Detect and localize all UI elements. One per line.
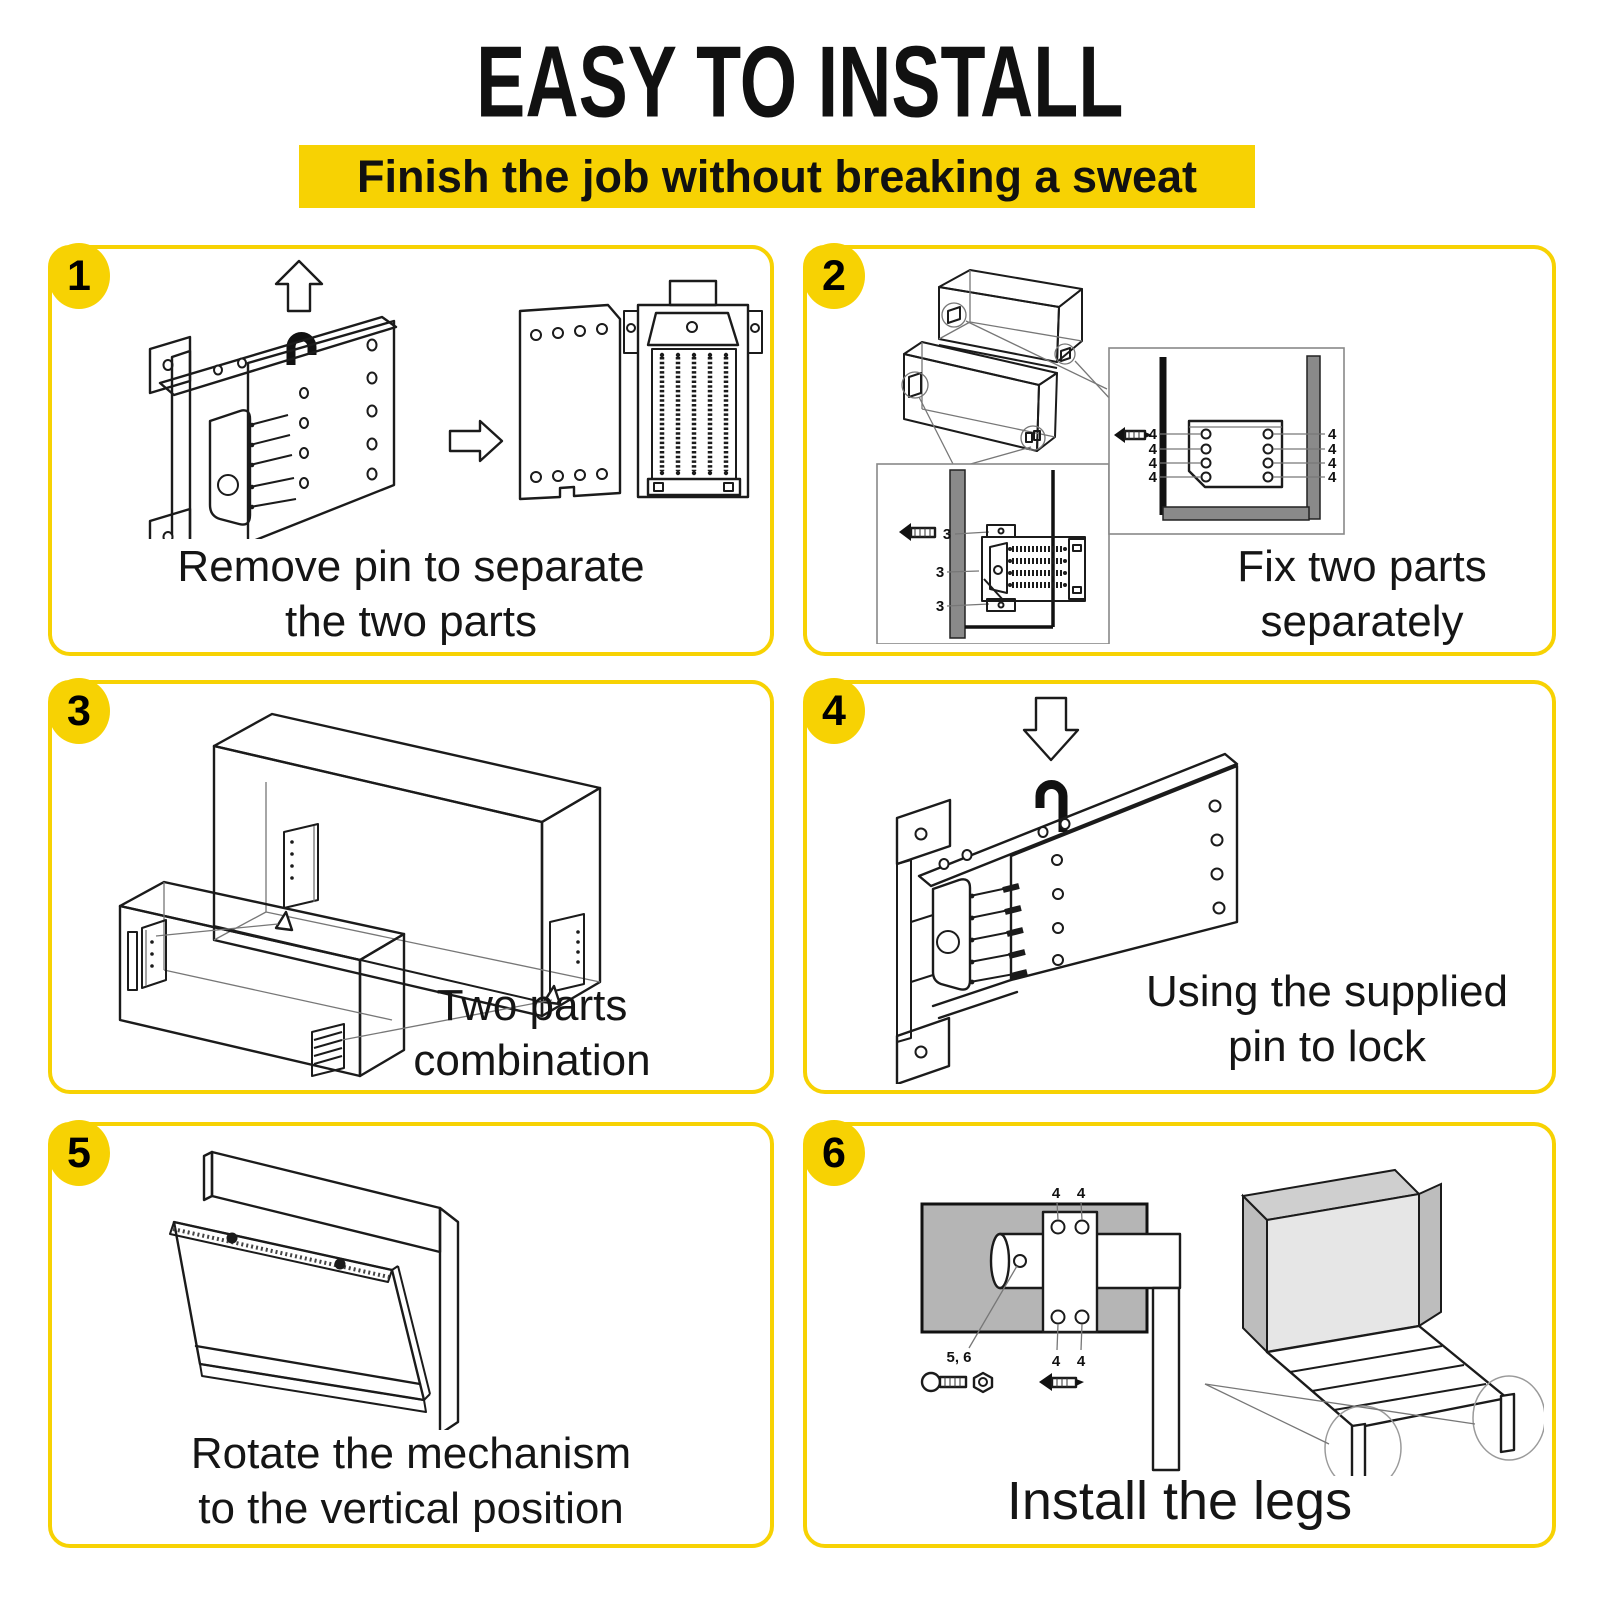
nut-icon: [974, 1373, 992, 1392]
step-panel-3: [48, 680, 774, 1094]
separated-plate: [520, 305, 620, 499]
screw-count-label: 4: [1076, 1353, 1086, 1370]
caption-line: Install the legs: [1006, 1471, 1353, 1531]
step-1-illustration: [52, 253, 764, 539]
step-caption: [352, 978, 712, 1088]
step-caption: [1127, 964, 1527, 1074]
step-caption: [807, 1468, 1552, 1536]
screw-icon: [1039, 1373, 1084, 1391]
step-number: 5: [67, 1128, 91, 1177]
step-5-illustration: [52, 1134, 764, 1430]
screw-count-label: 4: [1148, 426, 1157, 443]
screw-count-label: 4: [1328, 426, 1337, 443]
leg: [1501, 1394, 1514, 1452]
step-panel-4: [803, 680, 1556, 1094]
step-number: 3: [67, 686, 91, 735]
screw-count-label: 3: [942, 526, 952, 543]
screw-count-label: 4: [1148, 441, 1157, 458]
upper-box-wireframe: [939, 270, 1082, 368]
screw-count-label: 3: [935, 598, 945, 615]
step-caption: [52, 539, 770, 649]
step-panel-5: [48, 1122, 774, 1548]
step-number: 6: [822, 1128, 846, 1177]
left-detail-inset: [877, 464, 1109, 644]
caption-line: to the vertical position: [198, 1484, 624, 1533]
step-caption: [1202, 539, 1522, 649]
hinge-bolt-dot: [335, 1259, 346, 1270]
screw-count-label: 4: [1076, 1185, 1086, 1202]
page-title: [0, 24, 1600, 139]
callout-lines: [919, 321, 1112, 465]
screw-count-label: 4: [1148, 455, 1157, 472]
screw-count-label: 4: [1051, 1353, 1061, 1370]
screw-count-label: 4: [1051, 1185, 1061, 1202]
step-panel-1: [48, 245, 774, 656]
caption-line: combination: [413, 1036, 651, 1085]
caption-line: Fix two parts: [1237, 542, 1487, 591]
screw-count-label: 4: [1328, 469, 1337, 486]
step-number: 2: [822, 251, 846, 300]
up-arrow-icon: [276, 261, 322, 311]
screw-count-label: 4: [1328, 441, 1337, 458]
bed-frame-illustration: [1205, 1170, 1544, 1476]
spring-unit: [624, 281, 762, 497]
caption-line: Two parts: [436, 981, 628, 1030]
step-panel-6: [803, 1122, 1556, 1548]
caption-line: Using the supplied: [1145, 967, 1508, 1016]
hinge-mechanism: [150, 317, 396, 539]
caption-line: the two parts: [285, 597, 537, 646]
bolt-icon: [922, 1373, 966, 1391]
hinge-bolt-dot: [227, 1233, 238, 1244]
caption-line: Rotate the mechanism: [190, 1429, 632, 1478]
down-arrow-icon: [1024, 698, 1078, 760]
caption-line: Remove pin to separate: [177, 542, 645, 591]
tilted-front-panel: [170, 1222, 430, 1412]
leg-bracket-diagram: [922, 1185, 1180, 1470]
step-caption: [52, 1426, 770, 1536]
page-title-text: EASY TO INSTALL: [476, 25, 1124, 139]
step-panel-2: [803, 245, 1556, 656]
subtitle-banner: [299, 145, 1255, 208]
subtitle-text: Finish the job without breaking a sweat: [356, 151, 1198, 202]
step-number: 4: [822, 686, 846, 735]
right-arrow-icon: [450, 421, 502, 461]
right-detail-inset: [1109, 348, 1344, 534]
caption-line: pin to lock: [1227, 1022, 1427, 1071]
screw-count-label: 4: [1328, 455, 1337, 472]
step-6-illustration: [807, 1136, 1544, 1476]
step-number: 1: [67, 251, 91, 300]
hardware-label: 5, 6: [946, 1349, 972, 1366]
screw-count-label: 3: [935, 564, 945, 581]
pin-icon: [1040, 785, 1063, 833]
upper-box: [214, 714, 600, 1016]
screw-count-label: 4: [1148, 469, 1157, 486]
caption-line: separately: [1260, 597, 1464, 646]
